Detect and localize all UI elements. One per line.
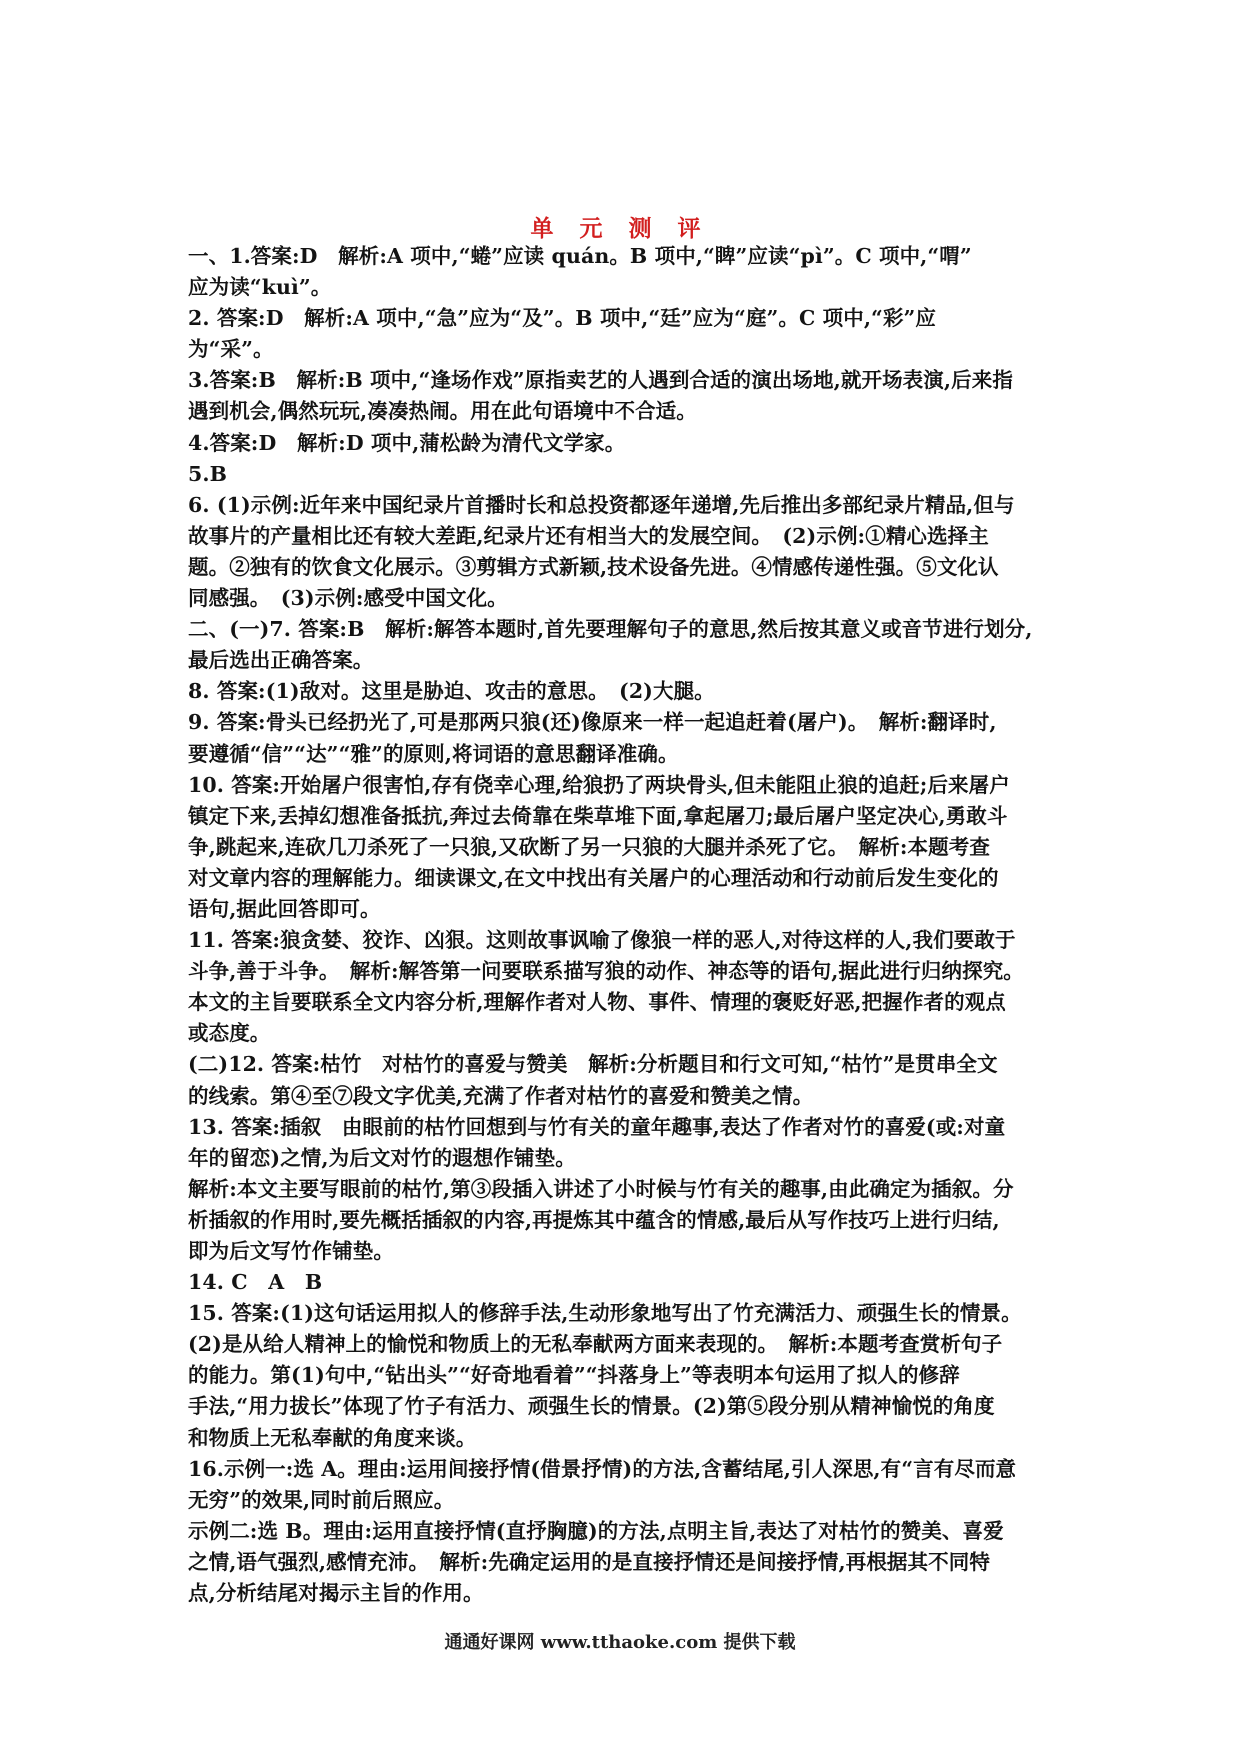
text-line: 析插叙的作用时,要先概括插叙的内容,再提炼其中蕴含的情感,最后从写作技巧上进行归结, bbox=[188, 1207, 1000, 1232]
text-line: 即为后文写竹作铺垫。 bbox=[188, 1239, 394, 1263]
text-line: (2)是从给人精神上的愉悦和物质上的无私奉献两方面来表现的。 解析:本题考查赏析句子 bbox=[188, 1332, 1003, 1357]
text-line: 13. 答案:插叙 由眼前的枯竹回想到与竹有关的童年趣事,表达了作者对竹的喜爱(或:对童 bbox=[188, 1114, 1006, 1139]
text-line: 或态度。 bbox=[188, 1021, 271, 1046]
text-line: 应为读“kuì”。 bbox=[188, 275, 332, 300]
text-line: 对文章内容的理解能力。细读课文,在文中找出有关屠户的心理活动和行动前后发生变化的 bbox=[188, 865, 999, 890]
text-line: 手法,“用力拔长”体现了竹子有活力、顽强生长的情景。(2)第⑤段分别从精神愉悦的角度 bbox=[188, 1394, 995, 1419]
answer-body bbox=[188, 241, 1068, 1609]
text-line: 题。②独有的饮食文化展示。③剪辑方式新颖,技术设备先进。④情感传递性强。⑤文化认 bbox=[188, 554, 999, 579]
text-line: 5.B bbox=[188, 461, 228, 486]
text-line: 示例二:选 B。理由:运用直接抒情(直抒胸臆)的方法,点明主旨,表达了对枯竹的赞美、喜爱 bbox=[188, 1518, 1004, 1543]
text-line: 11. 答案:狼贪婪、狡诈、凶狠。这则故事讽喻了像狼一样的恶人,对待这样的人,我们要敢于 bbox=[188, 928, 1016, 953]
text-line: 点,分析结尾对揭示主旨的作用。 bbox=[188, 1581, 484, 1606]
page-title: 单 元 测 评 bbox=[530, 215, 710, 242]
text-line: 最后选出正确答案。 bbox=[188, 648, 374, 673]
text-line: (二)12. 答案:枯竹 对枯竹的喜爱与赞美 解析:分析题目和行文可知,“枯竹”是贯串全文 bbox=[188, 1052, 998, 1077]
text-line: 争,跳起来,连砍几刀杀死了一只狼,又砍断了另一只狼的大腿并杀死了它。 解析:本题考查 bbox=[188, 834, 990, 859]
text-line: 斗争,善于斗争。 解析:解答第一问要联系描写狼的动作、神态等的语句,据此进行归纳探究。 bbox=[188, 959, 1024, 984]
text-line: 14. C A B bbox=[188, 1270, 323, 1295]
text-line: 解析:本文主要写眼前的枯竹,第③段插入讲述了小时候与竹有关的趣事,由此确定为插叙。分 bbox=[188, 1176, 1014, 1201]
text-line: 2. 答案:D 解析:A 项中,“急”应为“及”。B 项中,“廷”应为“庭”。C 项中,“彩”应 bbox=[188, 306, 937, 331]
text-line: 要遵循“信”“达”“雅”的原则,将词语的意思翻译准确。 bbox=[188, 741, 679, 766]
text-line: 年的留恋)之情,为后文对竹的遐想作铺垫。 bbox=[188, 1145, 576, 1170]
text-line: 遇到机会,偶然玩玩,凑凑热闹。用在此句语境中不合适。 bbox=[188, 399, 697, 424]
text-line: 为“采”。 bbox=[188, 337, 274, 362]
text-line: 6. (1)示例:近年来中国纪录片首播时长和总投资都逐年递增,先后推出多部纪录片精品,但与 bbox=[188, 492, 1015, 517]
text-line: 15. 答案:(1)这句话运用拟人的修辞手法,生动形象地写出了竹充满活力、顽强生长的情景。 bbox=[188, 1301, 1022, 1326]
text-line: 同感强。 (3)示例:感受中国文化。 bbox=[188, 586, 508, 611]
text-line: 本文的主旨要联系全文内容分析,理解作者对人物、事件、情理的褒贬好恶,把握作者的观点 bbox=[188, 990, 1006, 1015]
text-line: 8. 答案:(1)敌对。这里是胁迫、攻击的意思。 (2)大腿。 bbox=[188, 679, 715, 704]
text-line: 16.示例一:选 A。理由:运用间接抒情(借景抒情)的方法,含蓄结尾,引人深思,有“言有尽而意 bbox=[188, 1456, 1017, 1481]
text-line: 镇定下来,丢掉幻想准备抵抗,奔过去倚靠在柴草堆下面,拿起屠刀;最后屠户坚定决心,勇敢斗 bbox=[188, 803, 1008, 828]
text-line: 之情,语气强烈,感情充沛。 解析:先确定运用的是直接抒情还是间接抒情,再根据其不同特 bbox=[188, 1549, 990, 1574]
text-line: 4.答案:D 解析:D 项中,蒲松龄为清代文学家。 bbox=[188, 430, 626, 455]
text-line: 无穷”的效果,同时前后照应。 bbox=[188, 1487, 455, 1512]
text-line: 3.答案:B 解析:B 项中,“逢场作戏”原指卖艺的人遇到合适的演出场地,就开场表演,后来指 bbox=[188, 368, 1013, 393]
text-line: 故事片的产量相比还有较大差距,纪录片还有相当大的发展空间。 (2)示例:①精心选择主 bbox=[188, 523, 989, 548]
text-line: 10. 答案:开始屠户很害怕,存有侥幸心理,给狼扔了两块骨头,但未能阻止狼的追赶;后来屠户 bbox=[188, 772, 1010, 797]
page-footer: 通通好课网 www.tthaoke.com 提供下载 bbox=[444, 1632, 796, 1653]
text-line: 9. 答案:骨头已经扔光了,可是那两只狼(还)像原来一样一起追赶着(屠户)。 解析:翻译时, bbox=[188, 710, 997, 735]
text-line: 语句,据此回答即可。 bbox=[188, 896, 381, 921]
text-line: 二、(一)7. 答案:B 解析:解答本题时,首先要理解句子的意思,然后按其意义或音节进行划分, bbox=[188, 617, 1033, 642]
text-line: 和物质上无私奉献的角度来谈。 bbox=[188, 1425, 477, 1450]
text-line: 的能力。第(1)句中,“钻出头”“好奇地看着”“抖落身上”等表明本句运用了拟人的修辞 bbox=[188, 1363, 960, 1388]
text-line: 的线索。第④至⑦段文字优美,充满了作者对枯竹的喜爱和赞美之情。 bbox=[188, 1083, 814, 1108]
text-line: 一、1.答案:D 解析:A 项中,“蜷”应读 quán。B 项中,“睥”应读“pì”。C 项中,“喟” bbox=[188, 244, 972, 268]
